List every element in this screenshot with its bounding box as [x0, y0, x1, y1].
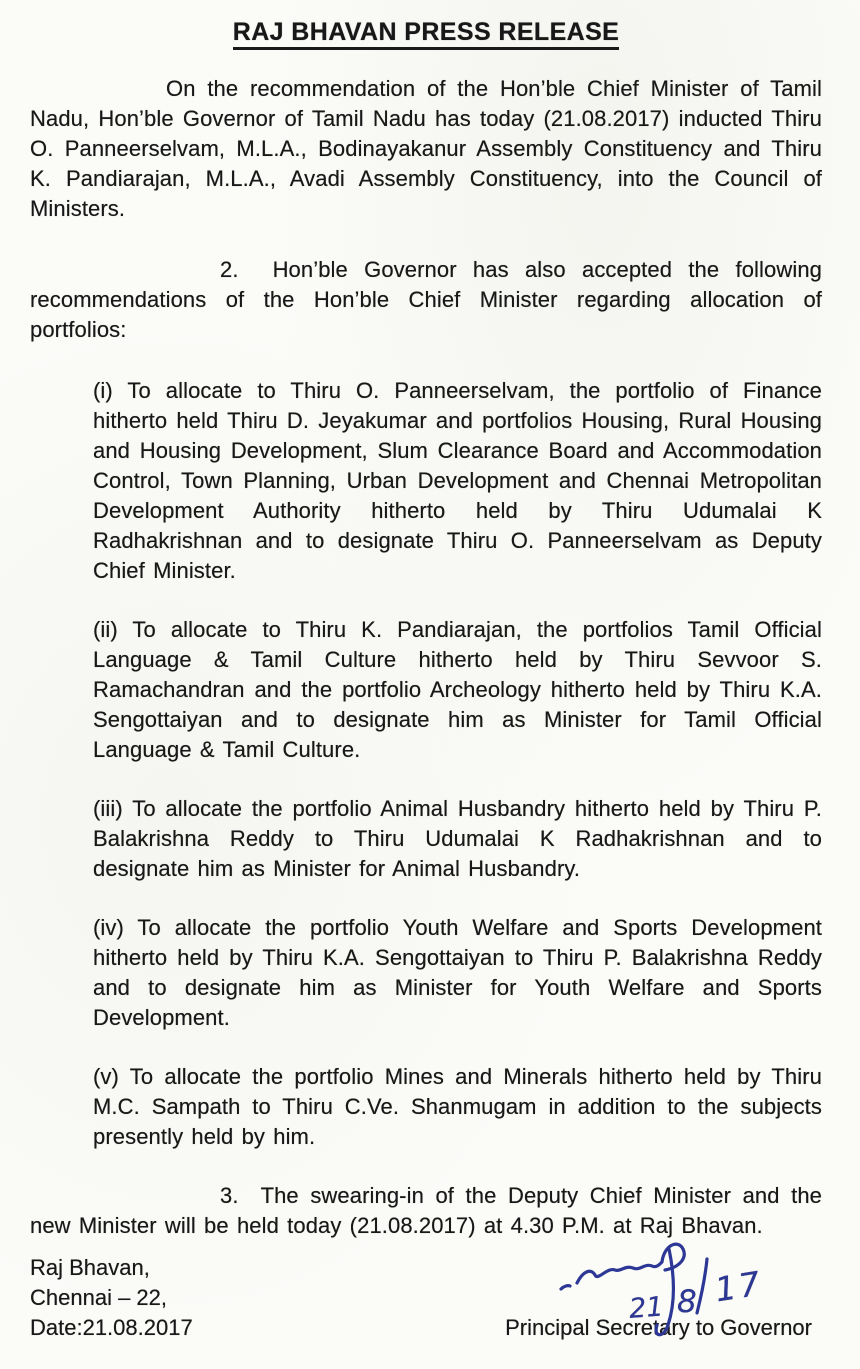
item-v-label: (v) — [93, 1064, 119, 1089]
allocation-item-v — [93, 1062, 822, 1152]
document-title: RAJ BHAVAN PRESS RELEASE — [233, 18, 620, 50]
paragraph-2 — [30, 255, 822, 345]
signature-date-day: 21 — [628, 1291, 665, 1325]
paragraph-3 — [30, 1181, 822, 1241]
signatory-title: Principal Secretary to Governor — [505, 1315, 812, 1340]
paragraph-2-text: Hon’ble Governor has also accepted the following recommendations of the Hon’ble Chief Minister regarding allocation of portfolios: — [30, 257, 822, 342]
signature-flourish-stroke — [577, 1244, 684, 1283]
item-iii-text: To allocate the portfolio Animal Husbandry hitherto held by Thiru P. Balakrishna Reddy to Thiru Udumalai K Radhakrishnan and to designate him as Minister for Animal Husbandry. — [93, 796, 822, 881]
item-v-text: To allocate the portfolio Mines and Minerals hitherto held by Thiru M.C. Sampath to Thiru C.Ve. Shanmugam in addition to the subjects presently held by him. — [93, 1064, 822, 1149]
item-iv-text: To allocate the portfolio Youth Welfare and Sports Development hitherto held by Thiru K.A. Sengottaiyan to Thiru P. Balakrishna Reddy and to designate him as Minister for Youth Welfare and Sports Development. — [93, 915, 822, 1030]
item-i-label: (i) — [93, 378, 113, 403]
paragraph-3-number: 3. — [220, 1183, 239, 1208]
signature-tick-stroke — [561, 1286, 570, 1289]
allocation-list — [30, 376, 822, 1152]
signature-block — [505, 1263, 822, 1343]
paragraph-2-number: 2. — [220, 257, 239, 282]
signature-date-year: 17 — [712, 1263, 766, 1310]
document-title-row — [30, 18, 822, 47]
item-iii-label: (iii) — [93, 796, 123, 821]
item-ii-label: (ii) — [93, 617, 118, 642]
document-footer — [30, 1253, 822, 1343]
item-ii-text: To allocate to Thiru K. Pandiarajan, the portfolios Tamil Official Language & Tamil Culture hitherto held by Thiru Sevvoor S. Ramachandran and the portfolio Archeology hitherto held by Thiru K.A. Sengottaiyan and to designate him as Minister for Tamil Official Language & Tamil Culture. — [93, 617, 822, 762]
item-i-text: To allocate to Thiru O. Panneerselvam, the portfolio of Finance hitherto held Thiru D. Jeyakumar and portfolios Housing, Rural Housing and Housing Development, Slum Clearance Board and Accommodation Control, Town Planning, Urban Development and Chennai Metropolitan Development Authority hitherto held by Thiru Udumalai K Radhakrishnan and to designate Thiru O. Panneerselvam as Deputy Chief Minister. — [93, 378, 822, 583]
footer-place-line: Raj Bhavan, — [30, 1255, 150, 1280]
paragraph-3-text: The swearing-in of the Deputy Chief Minister and the new Minister will be held today (21.08.2017) at 4.30 P.M. at Raj Bhavan. — [30, 1183, 822, 1238]
allocation-item-iv — [93, 913, 822, 1033]
place-date-block — [30, 1253, 193, 1343]
footer-city-line: Chennai – 22, — [30, 1285, 167, 1310]
intro-paragraph: On the recommendation of the Hon’ble Chief Minister of Tamil Nadu, Hon’ble Governor of Tamil Nadu has today (21.08.2017) inducted Thiru O. Panneerselvam, M.L.A., Bodinayakanur Assembly Constituency and Thiru K. Pandiarajan, M.L.A., Avadi Assembly Constituency, into the Council of Ministers. — [30, 76, 822, 221]
allocation-item-ii — [93, 615, 822, 765]
allocation-item-i — [93, 376, 822, 586]
signature-ink-icon — [557, 1237, 857, 1369]
footer-date-line: Date:21.08.2017 — [30, 1315, 193, 1340]
item-iv-label: (iv) — [93, 915, 124, 940]
allocation-item-iii — [93, 794, 822, 884]
signature-date-month: 8 — [677, 1284, 697, 1320]
signature-slash-stroke — [697, 1259, 707, 1313]
